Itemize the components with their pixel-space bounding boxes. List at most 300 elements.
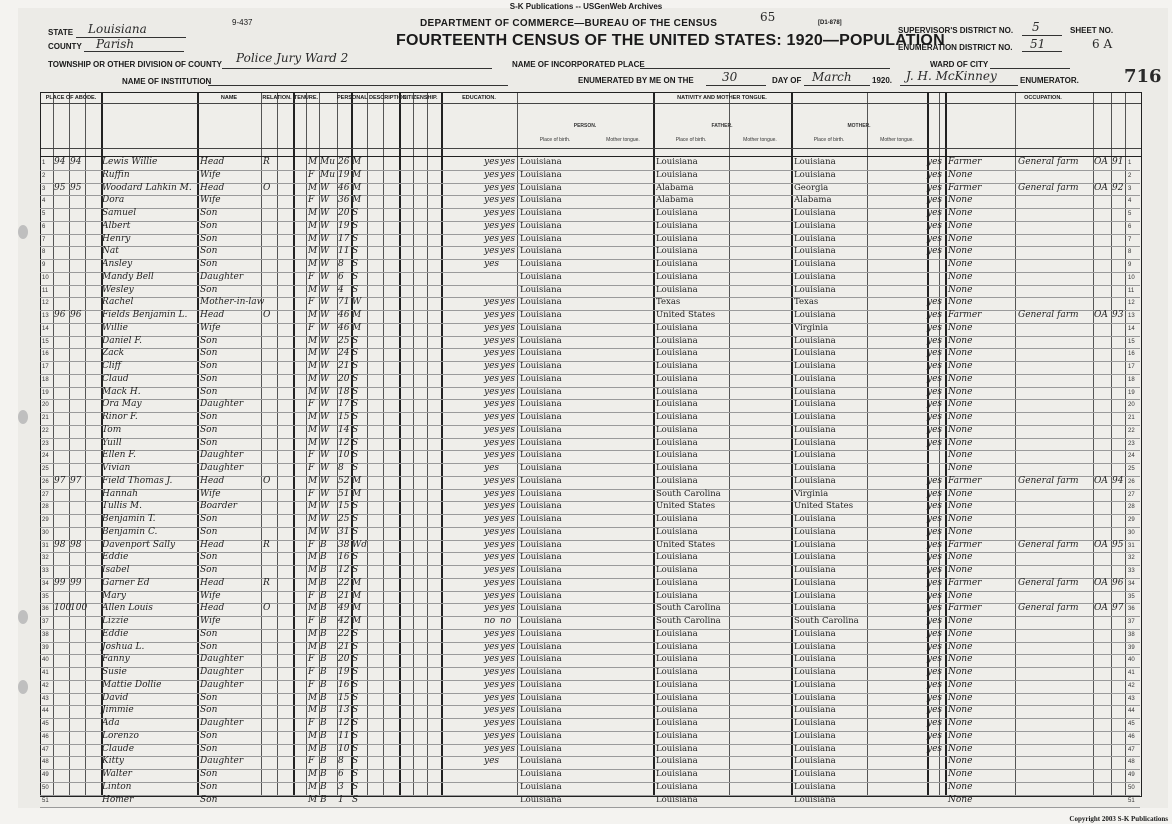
mother-birthplace: Virginia: [794, 322, 829, 333]
race: W: [320, 526, 330, 537]
can-read: yes: [484, 450, 500, 461]
tenure: R: [263, 539, 270, 550]
father-birthplace: Louisiana: [656, 169, 698, 180]
race: W: [320, 271, 330, 282]
age: 21: [338, 361, 350, 371]
age: 8: [338, 259, 344, 269]
person-name: Lewis Willie: [102, 157, 158, 167]
birthplace: Louisiana: [520, 450, 562, 461]
race: W: [320, 463, 330, 473]
enumeration-value: 51: [1030, 37, 1046, 51]
can-read: yes: [484, 565, 500, 575]
form-code: [D1-878]: [818, 20, 842, 26]
table-row: [40, 552, 1140, 566]
marital-status: M: [352, 169, 362, 180]
age: 25: [338, 514, 350, 524]
relation: Son: [200, 246, 218, 257]
birthplace: Louisiana: [520, 208, 562, 218]
table-row: [40, 501, 1140, 515]
marital-status: M: [352, 488, 362, 499]
binder-hole: [18, 680, 28, 694]
relation: Son: [200, 386, 218, 397]
race: B: [320, 692, 327, 703]
family-number: 95: [70, 182, 82, 193]
line-number: 25: [42, 466, 49, 472]
can-read: yes: [484, 743, 500, 754]
can-write: yes: [500, 424, 516, 435]
mother-heading: MOTHER.: [847, 123, 871, 129]
father-birthplace: Louisiana: [656, 641, 698, 652]
father-birthplace: Louisiana: [656, 361, 698, 371]
sex: M: [308, 475, 318, 486]
table-row: [40, 425, 1140, 439]
can-write: yes: [500, 577, 516, 588]
table-row: [40, 680, 1140, 694]
age: 11: [338, 246, 350, 257]
trade: Farmer: [948, 603, 982, 614]
table-row: [40, 642, 1140, 656]
speaks-english: yes: [927, 310, 943, 320]
birthplace: Louisiana: [520, 271, 562, 282]
race: W: [320, 514, 330, 524]
trade: None: [948, 718, 973, 728]
line-number: 1: [42, 160, 46, 166]
township-line: [222, 68, 492, 69]
birthplace: Louisiana: [520, 692, 562, 703]
speaks-english: yes: [927, 616, 943, 626]
trade: Farmer: [948, 539, 982, 550]
race: W: [320, 284, 330, 295]
line-number-right: 40: [1128, 657, 1135, 664]
trade: None: [948, 259, 973, 269]
speaks-english: yes: [927, 157, 943, 167]
mother-birthplace: Louisiana: [794, 233, 836, 244]
sex: M: [308, 628, 318, 639]
marital-status: M: [352, 195, 362, 206]
father-birthplace: Louisiana: [656, 667, 698, 677]
mother-birthplace: Louisiana: [794, 565, 836, 575]
marital-status: S: [352, 450, 359, 461]
person-name: Davenport Sally: [102, 539, 176, 550]
county-label: COUNTY: [48, 42, 82, 51]
mother-birthplace: Louisiana: [794, 654, 836, 665]
relation: Son: [200, 220, 218, 231]
relation: Head: [200, 577, 225, 588]
trade: None: [948, 361, 973, 371]
can-read: yes: [484, 577, 500, 588]
sex: M: [308, 514, 318, 524]
age: 71: [338, 297, 350, 308]
department-heading: DEPARTMENT OF COMMERCE—BUREAU OF THE CENSUS: [420, 18, 718, 29]
can-read: yes: [484, 692, 500, 703]
line-number-right: 4: [1128, 198, 1132, 205]
can-read: yes: [484, 310, 500, 320]
trade: Farmer: [948, 577, 982, 588]
dwelling-number: 97: [54, 475, 66, 486]
sex: M: [308, 348, 318, 359]
can-write: yes: [500, 692, 516, 703]
race: B: [320, 565, 327, 575]
can-write: yes: [500, 437, 516, 448]
father-birthplace: Louisiana: [656, 322, 698, 333]
can-read: no: [484, 616, 496, 626]
line-number-right: 36: [1128, 606, 1135, 613]
father-birthplace: Louisiana: [656, 743, 698, 754]
table-row: [40, 361, 1140, 375]
can-write: yes: [500, 514, 516, 524]
father-birthplace: United States: [656, 310, 716, 320]
marital-status: M: [352, 590, 362, 601]
relation: Son: [200, 424, 218, 435]
father-birthplace: Louisiana: [656, 654, 698, 665]
can-write: yes: [500, 654, 516, 665]
birthplace: Louisiana: [520, 399, 562, 410]
trade: None: [948, 488, 973, 499]
race: B: [320, 794, 327, 805]
mother-birthplace: Louisiana: [794, 335, 836, 346]
mother-birthplace: Louisiana: [794, 169, 836, 180]
line-number: 22: [42, 427, 49, 434]
marital-status: S: [352, 628, 359, 639]
relation: Daughter: [200, 718, 244, 728]
race: W: [320, 310, 330, 320]
mother-birthplace: Louisiana: [794, 157, 836, 167]
age: 11: [338, 730, 350, 741]
mother-birthplace: Louisiana: [794, 284, 836, 295]
marital-status: S: [352, 654, 359, 665]
line-number-right: 24: [1128, 453, 1135, 460]
can-read: yes: [484, 475, 500, 486]
mother-birthplace: Georgia: [794, 182, 829, 193]
line-number-right: 28: [1128, 504, 1135, 511]
person-name: Jimmie: [102, 705, 134, 716]
birthplace: Louisiana: [520, 322, 562, 333]
can-write: yes: [500, 718, 516, 728]
person-name: Rinor F.: [102, 412, 138, 422]
trade: None: [948, 590, 973, 601]
mother-birthplace: Louisiana: [794, 692, 836, 703]
relation: Son: [200, 743, 218, 754]
line-number: 10: [42, 274, 49, 281]
sex: M: [308, 641, 318, 652]
table-row: [40, 514, 1140, 528]
age: 25: [338, 335, 350, 346]
speaks-english: yes: [927, 348, 943, 359]
birthplace: Louisiana: [520, 348, 562, 359]
sheet-label: SHEET NO.: [1070, 26, 1114, 35]
marital-status: S: [352, 246, 359, 257]
mother-birthplace: Louisiana: [794, 437, 836, 448]
can-read: yes: [484, 501, 500, 512]
age: 4: [338, 284, 344, 295]
speaks-english: yes: [927, 539, 943, 550]
can-write: yes: [500, 233, 516, 244]
table-row: [40, 323, 1140, 337]
speaks-english: yes: [927, 603, 943, 614]
line-number-right: 7: [1128, 236, 1132, 243]
line-number: 8: [42, 249, 46, 256]
township-value: Police Jury Ward 2: [236, 51, 349, 65]
sex: M: [308, 552, 318, 563]
relation: Daughter: [200, 667, 244, 677]
birthplace: Louisiana: [520, 157, 562, 167]
line-number-right: 10: [1128, 274, 1135, 281]
age: 20: [338, 208, 350, 218]
line-number-right: 45: [1128, 721, 1135, 727]
industry: General farm: [1018, 310, 1079, 320]
relation: Boarder: [200, 501, 238, 512]
sex: M: [308, 781, 318, 792]
marital-status: S: [352, 220, 359, 231]
table-row: [40, 540, 1140, 554]
line-number-right: 50: [1128, 784, 1135, 791]
binder-hole: [18, 410, 28, 424]
enumeration-line: [1022, 51, 1062, 52]
trade: None: [948, 169, 973, 180]
can-write: yes: [500, 348, 516, 359]
relation: Wife: [200, 590, 221, 601]
can-write: yes: [500, 157, 516, 167]
mother-birthplace: Louisiana: [794, 424, 836, 435]
line-number-right: 23: [1128, 440, 1135, 447]
line-number: 15: [42, 338, 49, 345]
person-name: Linton: [102, 781, 132, 792]
line-number: 13: [42, 313, 49, 319]
birthplace: Louisiana: [520, 514, 562, 524]
relation: Son: [200, 514, 218, 524]
mother-birthplace: Louisiana: [794, 208, 836, 218]
trade: None: [948, 412, 973, 422]
line-number: 16: [42, 351, 49, 358]
can-write: yes: [500, 679, 516, 690]
race: Mu: [320, 169, 336, 180]
line-number-right: 43: [1128, 695, 1135, 702]
race: B: [320, 539, 327, 550]
marital-status: S: [352, 514, 359, 524]
marital-status: M: [352, 603, 362, 614]
line-number: 24: [42, 453, 49, 460]
line-number-right: 2: [1128, 172, 1132, 179]
trade: None: [948, 373, 973, 384]
birthplace: Louisiana: [520, 679, 562, 690]
speaks-english: yes: [927, 412, 943, 422]
relation: Mother-in-law: [200, 297, 265, 308]
family-number: 98: [70, 539, 82, 550]
can-write: yes: [500, 667, 516, 677]
table-row: [40, 705, 1140, 719]
father-birthplace: Louisiana: [656, 475, 698, 486]
marital-status: W: [352, 297, 362, 308]
table-row: [40, 782, 1140, 796]
trade: Farmer: [948, 182, 982, 193]
line-number: 17: [42, 364, 49, 370]
mother-birthplace: Louisiana: [794, 781, 836, 792]
mother-birthplace: Louisiana: [794, 641, 836, 652]
speaks-english: yes: [927, 730, 943, 741]
line-number-right: 38: [1128, 631, 1135, 638]
relation: Son: [200, 233, 218, 244]
trade: None: [948, 386, 973, 397]
table-row: [40, 272, 1140, 286]
person-name: Rachel: [102, 297, 134, 308]
sex: M: [308, 565, 318, 575]
birthplace: Louisiana: [520, 169, 562, 180]
table-row: [40, 795, 1140, 809]
can-read: yes: [484, 679, 500, 690]
person-name: Tullis M.: [102, 501, 142, 512]
line-number-right: 31: [1128, 542, 1135, 549]
marital-status: S: [352, 781, 359, 792]
table-row: [40, 769, 1140, 783]
person-name: Homer: [102, 794, 134, 805]
class-of-worker: OA: [1094, 577, 1108, 588]
age: 12: [338, 718, 350, 728]
person-name: Field Thomas J.: [102, 475, 173, 486]
age: 10: [338, 743, 350, 754]
table-row: [40, 297, 1140, 311]
sex: F: [308, 679, 315, 690]
birthplace: Louisiana: [520, 616, 562, 626]
line-number: 14: [42, 325, 49, 332]
father-birthplace: Louisiana: [656, 284, 698, 295]
relation: Wife: [200, 488, 221, 499]
trade: None: [948, 233, 973, 244]
can-read: yes: [484, 208, 500, 218]
sex: M: [308, 705, 318, 716]
person-name: Wesley: [102, 284, 134, 295]
birthplace: Louisiana: [520, 501, 562, 512]
can-read: yes: [484, 603, 500, 614]
father-birthplace: Louisiana: [656, 705, 698, 716]
dwelling-number: 100: [54, 603, 72, 614]
person-name: Ellen F.: [102, 450, 137, 461]
line-number-right: 22: [1128, 427, 1135, 434]
year: 1920.: [872, 76, 893, 85]
can-read: yes: [484, 399, 500, 410]
line-number: 43: [42, 695, 49, 702]
can-write: yes: [500, 220, 516, 231]
supervisor-label: SUPERVISOR'S DISTRICT NO.: [898, 26, 1014, 35]
birthplace: Louisiana: [520, 654, 562, 665]
age: 16: [338, 552, 350, 563]
mother-birthplace: Louisiana: [794, 348, 836, 359]
sex: F: [308, 169, 315, 180]
table-row: [40, 463, 1140, 477]
can-write: yes: [500, 335, 516, 346]
person-name: Albert: [102, 220, 131, 231]
relation: Son: [200, 552, 218, 563]
person-name: Susie: [102, 667, 127, 677]
father-birthplace: Louisiana: [656, 437, 698, 448]
line-number: 51: [42, 797, 49, 804]
table-row: [40, 565, 1140, 579]
institution-line: [208, 85, 508, 86]
line-number: 40: [42, 657, 49, 664]
birthplace: Louisiana: [520, 526, 562, 537]
mother-birthplace: Louisiana: [794, 679, 836, 690]
person-name: Henry: [102, 233, 131, 244]
can-write: yes: [500, 246, 516, 257]
relation: Son: [200, 730, 218, 741]
relation: Son: [200, 769, 218, 779]
birthplace: Louisiana: [520, 373, 562, 384]
person-name: Tom: [102, 424, 122, 435]
can-write: yes: [500, 195, 516, 206]
day-line: [706, 85, 766, 86]
table-row: [40, 336, 1140, 350]
father-birthplace: Louisiana: [656, 335, 698, 346]
dwelling-number: 96: [54, 310, 66, 320]
sex: F: [308, 616, 315, 626]
trade: None: [948, 705, 973, 716]
marital-status: S: [352, 233, 359, 244]
code: 92: [1112, 182, 1124, 193]
father-birthplace: Louisiana: [656, 259, 698, 269]
sex: M: [308, 603, 318, 614]
line-number: 49: [42, 772, 49, 778]
sex: M: [308, 437, 318, 448]
sex: F: [308, 271, 315, 282]
class-of-worker: OA: [1094, 475, 1108, 486]
father-birthplace: Louisiana: [656, 628, 698, 639]
mother-birthplace: Louisiana: [794, 271, 836, 282]
father-birthplace: Louisiana: [656, 271, 698, 282]
line-number-right: 46: [1128, 733, 1135, 740]
line-number-right: 12: [1128, 300, 1135, 307]
birthplace: Louisiana: [520, 781, 562, 792]
marital-status: S: [352, 526, 359, 537]
can-write: yes: [500, 169, 516, 180]
township-label: TOWNSHIP OR OTHER DIVISION OF COUNTY: [48, 60, 222, 69]
table-row: [40, 693, 1140, 707]
table-row: [40, 285, 1140, 299]
sex: F: [308, 297, 315, 308]
can-read: yes: [484, 373, 500, 384]
sex: M: [308, 730, 318, 741]
speaks-english: yes: [927, 667, 943, 677]
person-name: Walter: [102, 769, 132, 779]
speaks-english: yes: [927, 399, 943, 410]
marital-status: S: [352, 641, 359, 652]
sex: F: [308, 756, 315, 767]
can-read: yes: [484, 667, 500, 677]
mother-birthplace-heading: Place of birth.: [813, 137, 845, 143]
age: 24: [338, 348, 350, 359]
relation: Son: [200, 628, 218, 639]
relation: Daughter: [200, 399, 244, 410]
race: W: [320, 437, 330, 448]
dwelling-number: 94: [54, 157, 66, 167]
speaks-english: yes: [927, 718, 943, 728]
family-number: 99: [70, 577, 82, 588]
table-row: [40, 399, 1140, 413]
line-number-right: 49: [1128, 772, 1135, 778]
person-name: Samuel: [102, 208, 137, 218]
can-write: yes: [500, 526, 516, 537]
line-number: 9: [42, 262, 46, 268]
father-birthplace: South Carolina: [656, 488, 721, 499]
trade: None: [948, 667, 973, 677]
industry: General farm: [1018, 603, 1079, 614]
line-number-right: 33: [1128, 568, 1135, 574]
speaks-english: yes: [927, 169, 943, 180]
line-number-right: 20: [1128, 402, 1135, 409]
can-read: yes: [484, 259, 500, 269]
table-row: [40, 374, 1140, 388]
age: 8: [338, 463, 344, 473]
line-number: 18: [42, 376, 49, 383]
speaks-english: yes: [927, 654, 943, 665]
